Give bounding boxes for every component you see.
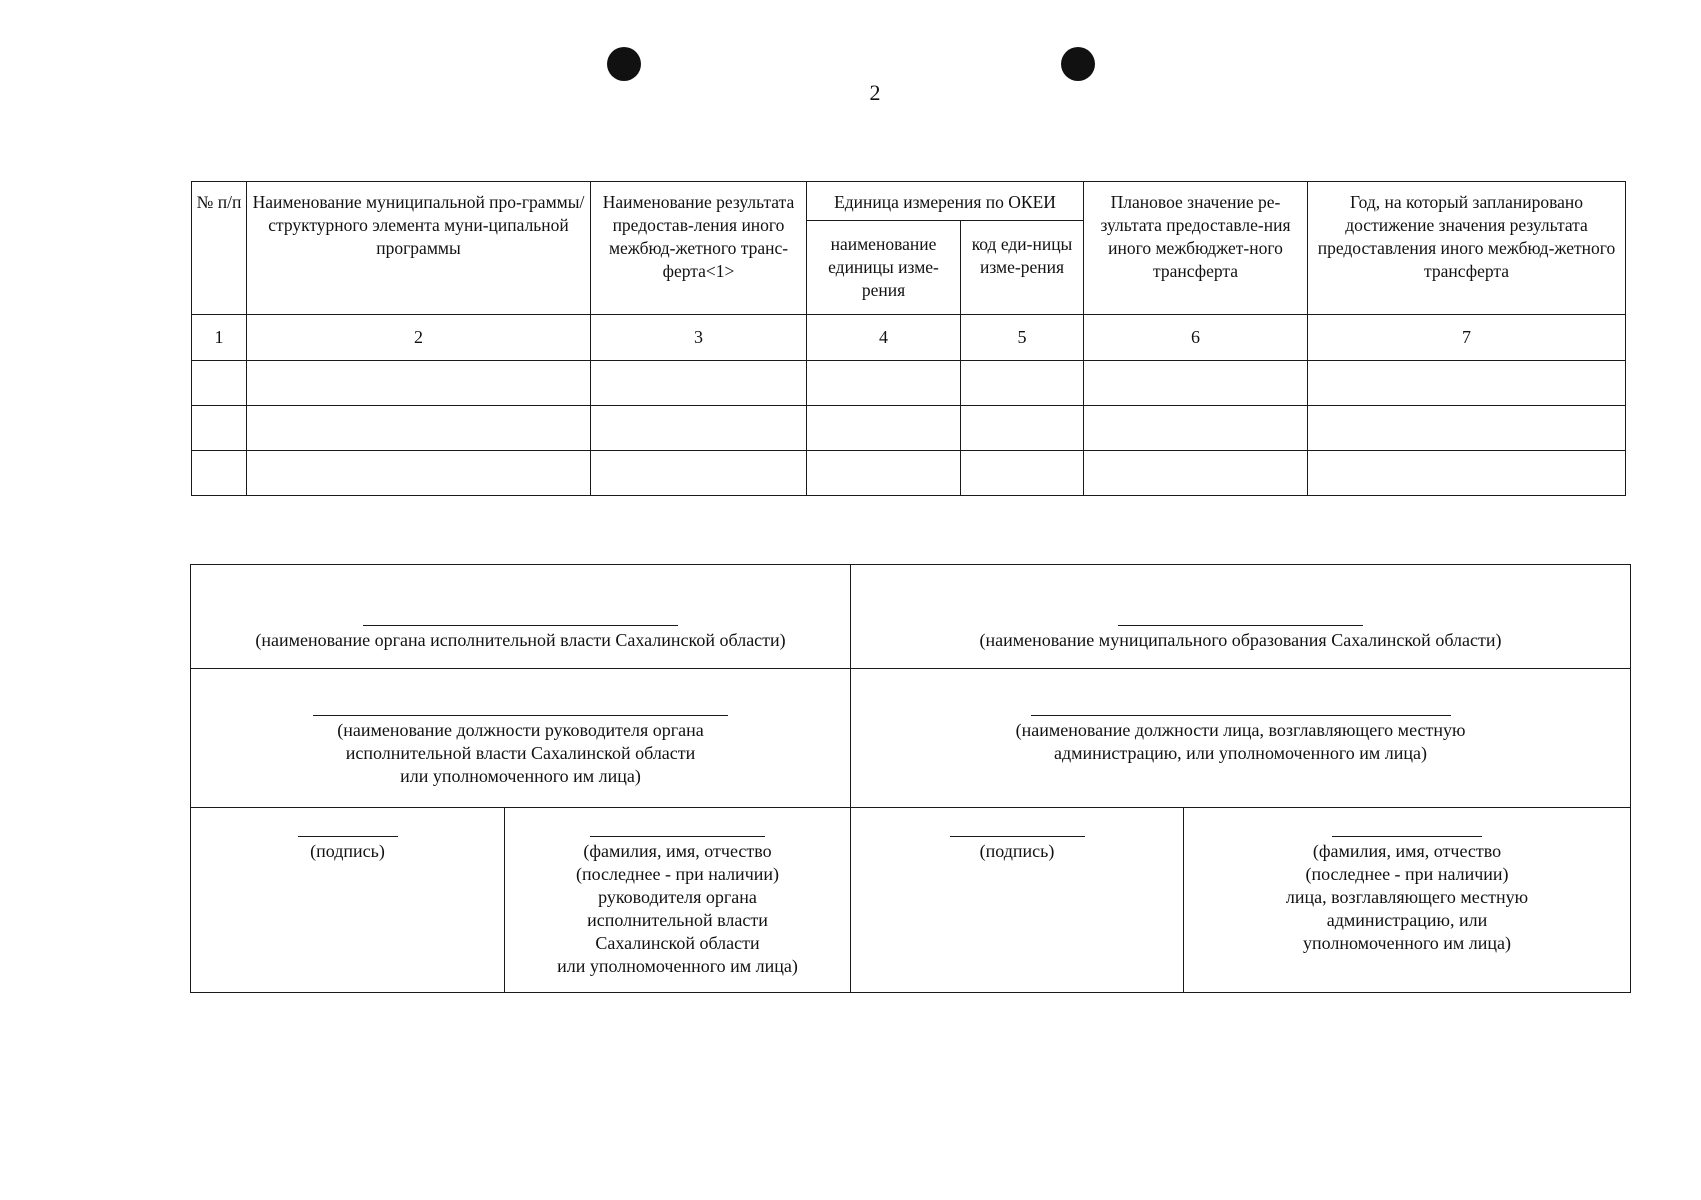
punch-hole-right (1061, 47, 1095, 81)
page-number: 2 (869, 80, 881, 105)
empty-cell[interactable] (247, 361, 591, 406)
empty-cell[interactable] (961, 406, 1084, 451)
right-position-cell[interactable] (851, 669, 1631, 808)
empty-cell[interactable] (1084, 406, 1308, 451)
left-organization-cell[interactable] (191, 565, 851, 669)
empty-cell[interactable] (192, 361, 247, 406)
right-organization-cell[interactable] (851, 565, 1631, 669)
left-signature-caption: (подпись) (310, 841, 385, 861)
empty-cell[interactable] (591, 406, 807, 451)
signature-line (313, 715, 728, 716)
column-number: 3 (591, 315, 807, 361)
organization-row (191, 565, 1631, 669)
header-unit-okei: Единица измерения по ОКЕИ (807, 182, 1084, 221)
right-position-caption: (наименование должности лица, возглавляющего местную администрацию, или уполномоченного им лица) (1015, 720, 1466, 763)
column-number-row (192, 315, 1626, 361)
right-signature-caption: (подпись) (979, 841, 1055, 861)
right-full-name-cell[interactable] (1184, 808, 1631, 993)
right-signature-cell[interactable] (851, 808, 1184, 993)
column-number: 6 (1084, 315, 1308, 361)
signature-line (1332, 836, 1482, 837)
right-organization-caption: (наименование муниципального образования Сахалинской области) (979, 630, 1502, 650)
empty-cell[interactable] (807, 451, 961, 496)
empty-cell[interactable] (247, 406, 591, 451)
table-row (192, 451, 1626, 496)
empty-cell[interactable] (1308, 406, 1626, 451)
column-number: 1 (192, 315, 247, 361)
column-number: 4 (807, 315, 961, 361)
left-full-name-cell[interactable] (505, 808, 851, 993)
left-full-name-caption: (фамилия, имя, отчество (последнее - при наличии) руководителя органа исполнительной власти Сахалинской области или уполномоченного им лица) (557, 841, 798, 976)
empty-cell[interactable] (807, 406, 961, 451)
signature-line (1118, 625, 1363, 626)
header-number: № п/п (192, 182, 247, 315)
table-row (192, 406, 1626, 451)
signature-row (191, 808, 1631, 993)
empty-cell[interactable] (1308, 451, 1626, 496)
empty-cell[interactable] (591, 451, 807, 496)
results-table (191, 181, 1626, 496)
left-organization-caption: (наименование органа исполнительной власти Сахалинской области) (255, 630, 786, 650)
empty-cell[interactable] (192, 406, 247, 451)
signature-table (190, 564, 1631, 993)
header-unit-name: наименование единицы изме-рения (807, 221, 961, 315)
empty-cell[interactable] (192, 451, 247, 496)
column-number: 5 (961, 315, 1084, 361)
signature-line (590, 836, 765, 837)
empty-cell[interactable] (247, 451, 591, 496)
header-program-name: Наименование муниципальной про-граммы/структурного элемента муни-ципальной программы (247, 182, 591, 315)
signature-line (298, 836, 398, 837)
empty-cell[interactable] (1308, 361, 1626, 406)
column-number: 2 (247, 315, 591, 361)
empty-cell[interactable] (1084, 361, 1308, 406)
empty-cell[interactable] (807, 361, 961, 406)
table-row (192, 361, 1626, 406)
empty-cell[interactable] (591, 361, 807, 406)
header-result-name: Наименование результата предостав-ления иного межбюд-жетного транс-ферта<1> (591, 182, 807, 315)
right-full-name-caption: (фамилия, имя, отчество (последнее - при наличии) лица, возглавляющего местную администрацию, или уполномоченного им лица) (1285, 841, 1529, 953)
signature-line (1031, 715, 1451, 716)
position-row (191, 669, 1631, 808)
empty-cell[interactable] (961, 451, 1084, 496)
left-signature-cell[interactable] (191, 808, 505, 993)
column-number: 7 (1308, 315, 1626, 361)
header-unit-code: код еди-ницы изме-рения (961, 221, 1084, 315)
left-position-caption: (наименование должности руководителя органа исполнительной власти Сахалинской области или уполномоченного им лица) (337, 720, 704, 786)
header-planned-value: Плановое значение ре-зультата предоставле-ния иного межбюджет-ного трансферта (1084, 182, 1308, 315)
left-position-cell[interactable] (191, 669, 851, 808)
signature-line (363, 625, 678, 626)
header-row (192, 182, 1626, 221)
header-target-year: Год, на который запланировано достижение значения результата предоставления иного межбюд-жетного трансферта (1308, 182, 1626, 315)
signature-line (950, 836, 1085, 837)
empty-cell[interactable] (961, 361, 1084, 406)
punch-hole-left (607, 47, 641, 81)
empty-cell[interactable] (1084, 451, 1308, 496)
